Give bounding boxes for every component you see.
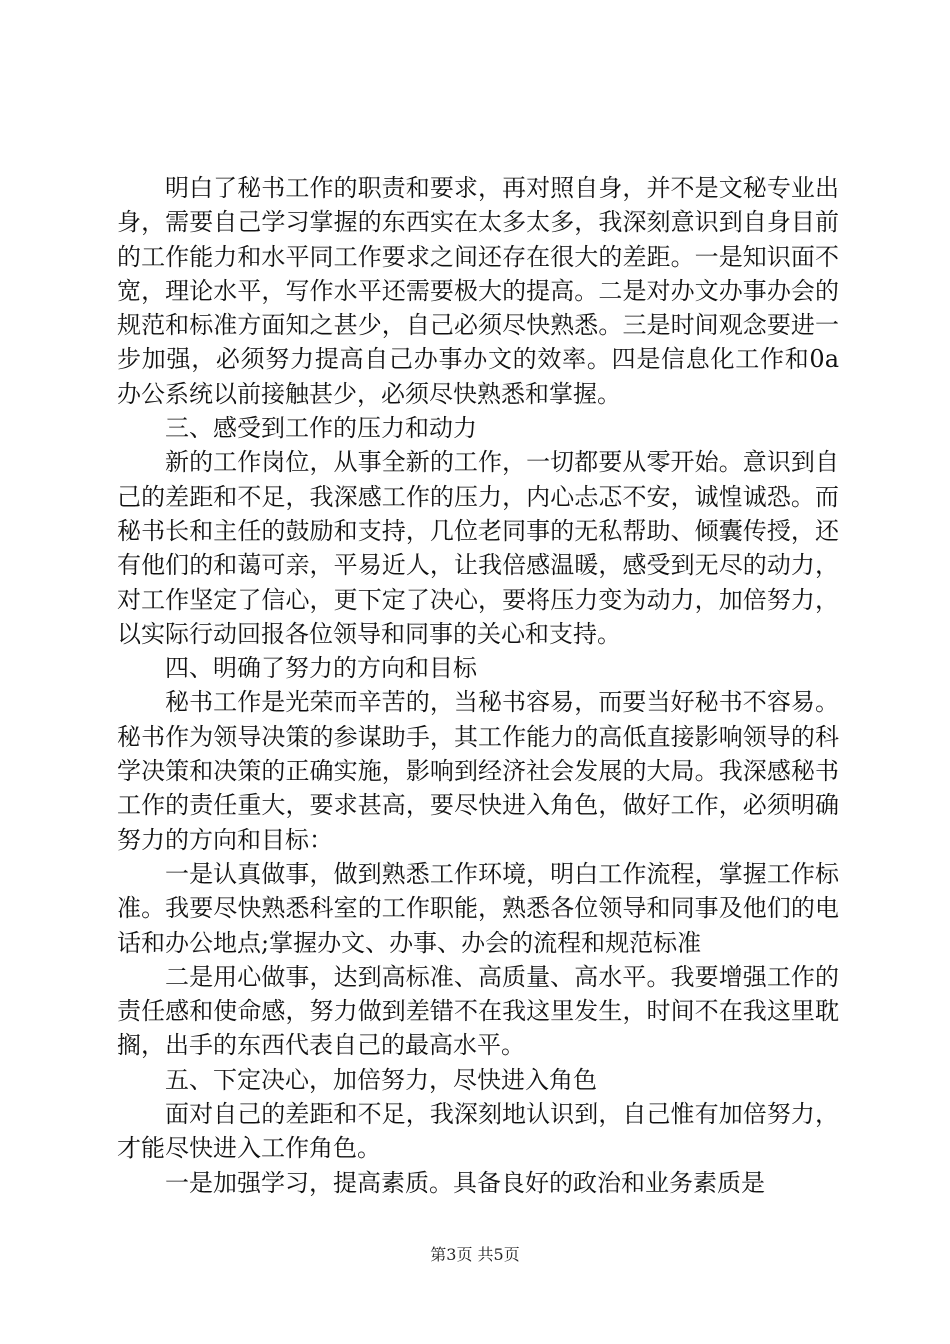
paragraph-determination: 面对自己的差距和不足，我深刻地认识到，自己惟有加倍努力，才能尽快进入工作角色。	[117, 1100, 839, 1163]
section-heading-pressure: 三、感受到工作的压力和动力	[165, 414, 477, 443]
section-heading-determination: 五、下定决心，加倍努力，尽快进入角色	[165, 1065, 597, 1094]
paragraph-study: 一是加强学习，提高素质。具备良好的政治和业务素质是	[165, 1168, 765, 1197]
paragraph-direction: 秘书工作是光荣而辛苦的，当秘书容易，而要当好秘书不容易。秘书作为领导决策的参谋助手，其工作能力的高低直接影响领导的科学决策和决策的正确实施，影响到经济社会发展的大局。我深感秘书工作的责任重大，要求甚高，要尽快进入角色，做好工作，必须明确努力的方向和目标：	[117, 688, 839, 854]
paragraph-pressure: 新的工作岗位，从事全新的工作，一切都要从零开始。意识到自己的差距和不足，我深感工作的压力，内心忐忑不安，诚惶诚恐。而秘书长和主任的鼓励和支持，几位老同事的无私帮助、倾囊传授，还有他们的和蔼可亲，平易近人，让我倍感温暖，感受到无尽的动力，对工作坚定了信心，更下定了决心，要将压力变为动力，加倍努力，以实际行动回报各位领导和同事的关心和支持。	[117, 448, 839, 648]
section-heading-direction: 四、明确了努力的方向和目标	[165, 654, 477, 683]
document-body	[117, 171, 839, 1200]
page-number-footer: 第3页 共5页	[430, 1245, 520, 1264]
paragraph-point-one: 一是认真做事，做到熟悉工作环境，明白工作流程，掌握工作标准。我要尽快熟悉科室的工作职能，熟悉各位领导和同事及他们的电话和办公地点;掌握办文、办事、办会的流程和规范标准	[117, 859, 839, 957]
paragraph-self-assessment: 明白了秘书工作的职责和要求，再对照自身，并不是文秘专业出身，需要自己学习掌握的东西实在太多太多，我深刻意识到自身目前的工作能力和水平同工作要求之间还存在很大的差距。一是知识面不宽，理论水平，写作水平还需要极大的提高。二是对办文办事办会的规范和标准方面知之甚少，自己必须尽快熟悉。三是时间观念要进一步加强，必须努力提高自己办事办文的效率。四是信息化工作和0a办公系统以前接触甚少，必须尽快熟悉和掌握。	[117, 174, 839, 408]
paragraph-point-two: 二是用心做事，达到高标准、高质量、高水平。我要增强工作的责任感和使命感，努力做到差错不在我这里发生，时间不在我这里耽搁，出手的东西代表自己的最高水平。	[117, 962, 839, 1060]
